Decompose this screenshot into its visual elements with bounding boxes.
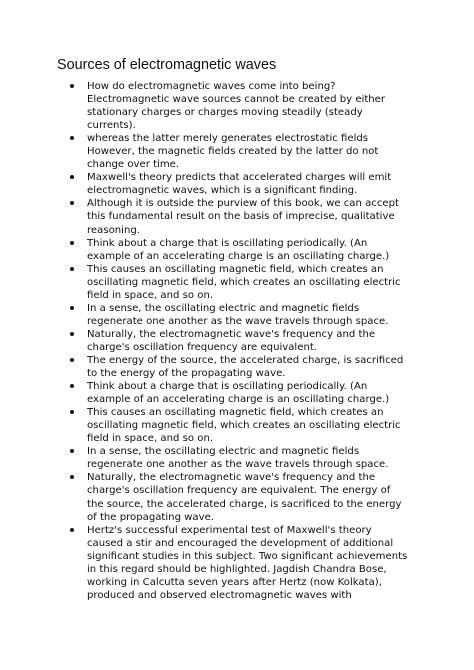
bullet-text-line: caused a stir and encouraged the development of additional [87, 537, 394, 549]
bullet-text-line: example of an accelerating charge is an oscillating charge.) [87, 394, 390, 406]
bullet-text-line: currents). [87, 120, 136, 132]
bullet-text-line: Think about a charge that is oscillating periodically. (An [87, 237, 368, 249]
bullet-text-line: Think about a charge that is oscillating periodically. (An [87, 381, 368, 393]
bullet-text-line: This causes an oscillating magnetic field, which creates an [87, 263, 384, 275]
bullet-text-line: Although it is outside the purview of this book, we can accept [87, 198, 399, 210]
bullet-text-line: significant studies in this subject. Two significant achievements [87, 550, 408, 562]
document-title: Sources of electromagnetic waves [57, 57, 277, 73]
bullet-dot-icon [70, 449, 74, 453]
bullet-text-line: change over time. [87, 159, 180, 171]
bullet-text-line: whereas the latter merely generates electrostatic fields [87, 133, 369, 145]
bullet-text-line: charge's oscillation frequency are equivalent. [87, 341, 318, 353]
bullet-dot-icon [70, 475, 74, 479]
bullet-item [0, 302, 411, 328]
bullet-text-line: working in Calcutta seven years after Hertz (now Kolkata), [87, 576, 382, 588]
bullet-item [0, 380, 411, 406]
bullet-item [0, 171, 411, 197]
bullet-text-line: Hertz's successful experimental test of Maxwell's theory [87, 524, 372, 536]
bullet-dot-icon [70, 332, 74, 336]
bullet-item [0, 237, 411, 263]
bullet-text-line: Electromagnetic wave sources cannot be created by either [87, 94, 386, 106]
bullet-item [0, 328, 411, 354]
bullet-list [0, 80, 474, 602]
bullet-text-line: Maxwell's theory predicts that accelerated charges will emit [87, 172, 392, 184]
bullet-item [0, 354, 411, 380]
bullet-text-line: of the propagating wave. [87, 511, 215, 523]
bullet-text-line: in this regard should be highlighted. Jagdish Chandra Bose, [87, 563, 387, 575]
bullet-dot-icon [70, 136, 74, 140]
bullet-text-line: electromagnetic waves, which is a significant finding. [87, 185, 358, 197]
bullet-dot-icon [70, 267, 74, 271]
bullet-text-line: regenerate one another as the wave travels through space. [87, 315, 389, 327]
bullet-item [0, 263, 411, 302]
bullet-dot-icon [70, 528, 74, 532]
bullet-text-line: oscillating magnetic field, which creates an oscillating electric [87, 276, 401, 288]
bullet-dot-icon [70, 358, 74, 362]
bullet-text-line: the source, the accelerated charge, is sacrificed to the energy [87, 498, 402, 510]
bullet-text-line: this fundamental result on the basis of imprecise, qualitative [87, 211, 395, 223]
bullet-text-line: charge's oscillation frequency are equivalent. The energy of [87, 485, 391, 497]
bullet-text-line: This causes an oscillating magnetic field, which creates an [87, 407, 384, 419]
bullet-dot-icon [70, 384, 74, 388]
bullet-text-line: In a sense, the oscillating electric and magnetic fields [87, 446, 360, 458]
bullet-text-line: Naturally, the electromagnetic wave's frequency and the [87, 328, 376, 340]
bullet-text-line: example of an accelerating charge is an oscillating charge.) [87, 250, 390, 262]
bullet-dot-icon [70, 241, 74, 245]
bullet-text-line: How do electromagnetic waves come into being? [87, 81, 336, 92]
bullet-text-line: to the energy of the propagating wave. [87, 368, 286, 380]
bullet-dot-icon [70, 306, 74, 310]
bullet-text-line: field in space, and so on. [87, 289, 214, 301]
bullet-text-line: However, the magnetic fields created by the latter do not [87, 146, 379, 158]
bullet-text-line: Naturally, the electromagnetic wave's frequency and the [87, 472, 376, 484]
bullet-text-line: reasoning. [87, 224, 140, 236]
bullet-item [0, 524, 411, 602]
bullet-text-line: regenerate one another as the wave travels through space. [87, 459, 389, 471]
bullet-dot-icon [70, 410, 74, 414]
bullet-text-line: The energy of the source, the accelerated charge, is sacrificed [87, 354, 404, 366]
bullet-item [0, 132, 411, 171]
bullet-item [0, 80, 411, 132]
bullet-text-line: stationary charges or charges moving steadily (steady [87, 107, 363, 119]
bullet-item [0, 406, 411, 445]
bullet-text-line: produced and observed electromagnetic waves with [87, 589, 352, 601]
bullet-item [0, 471, 411, 523]
bullet-item [0, 197, 411, 236]
bullet-dot-icon [70, 84, 74, 88]
bullet-text-line: field in space, and so on. [87, 433, 214, 445]
bullet-text-line: In a sense, the oscillating electric and magnetic fields [87, 302, 360, 314]
bullet-dot-icon [70, 175, 74, 179]
bullet-dot-icon [70, 201, 74, 205]
bullet-item [0, 445, 411, 471]
bullet-text-line: oscillating magnetic field, which creates an oscillating electric [87, 420, 401, 432]
